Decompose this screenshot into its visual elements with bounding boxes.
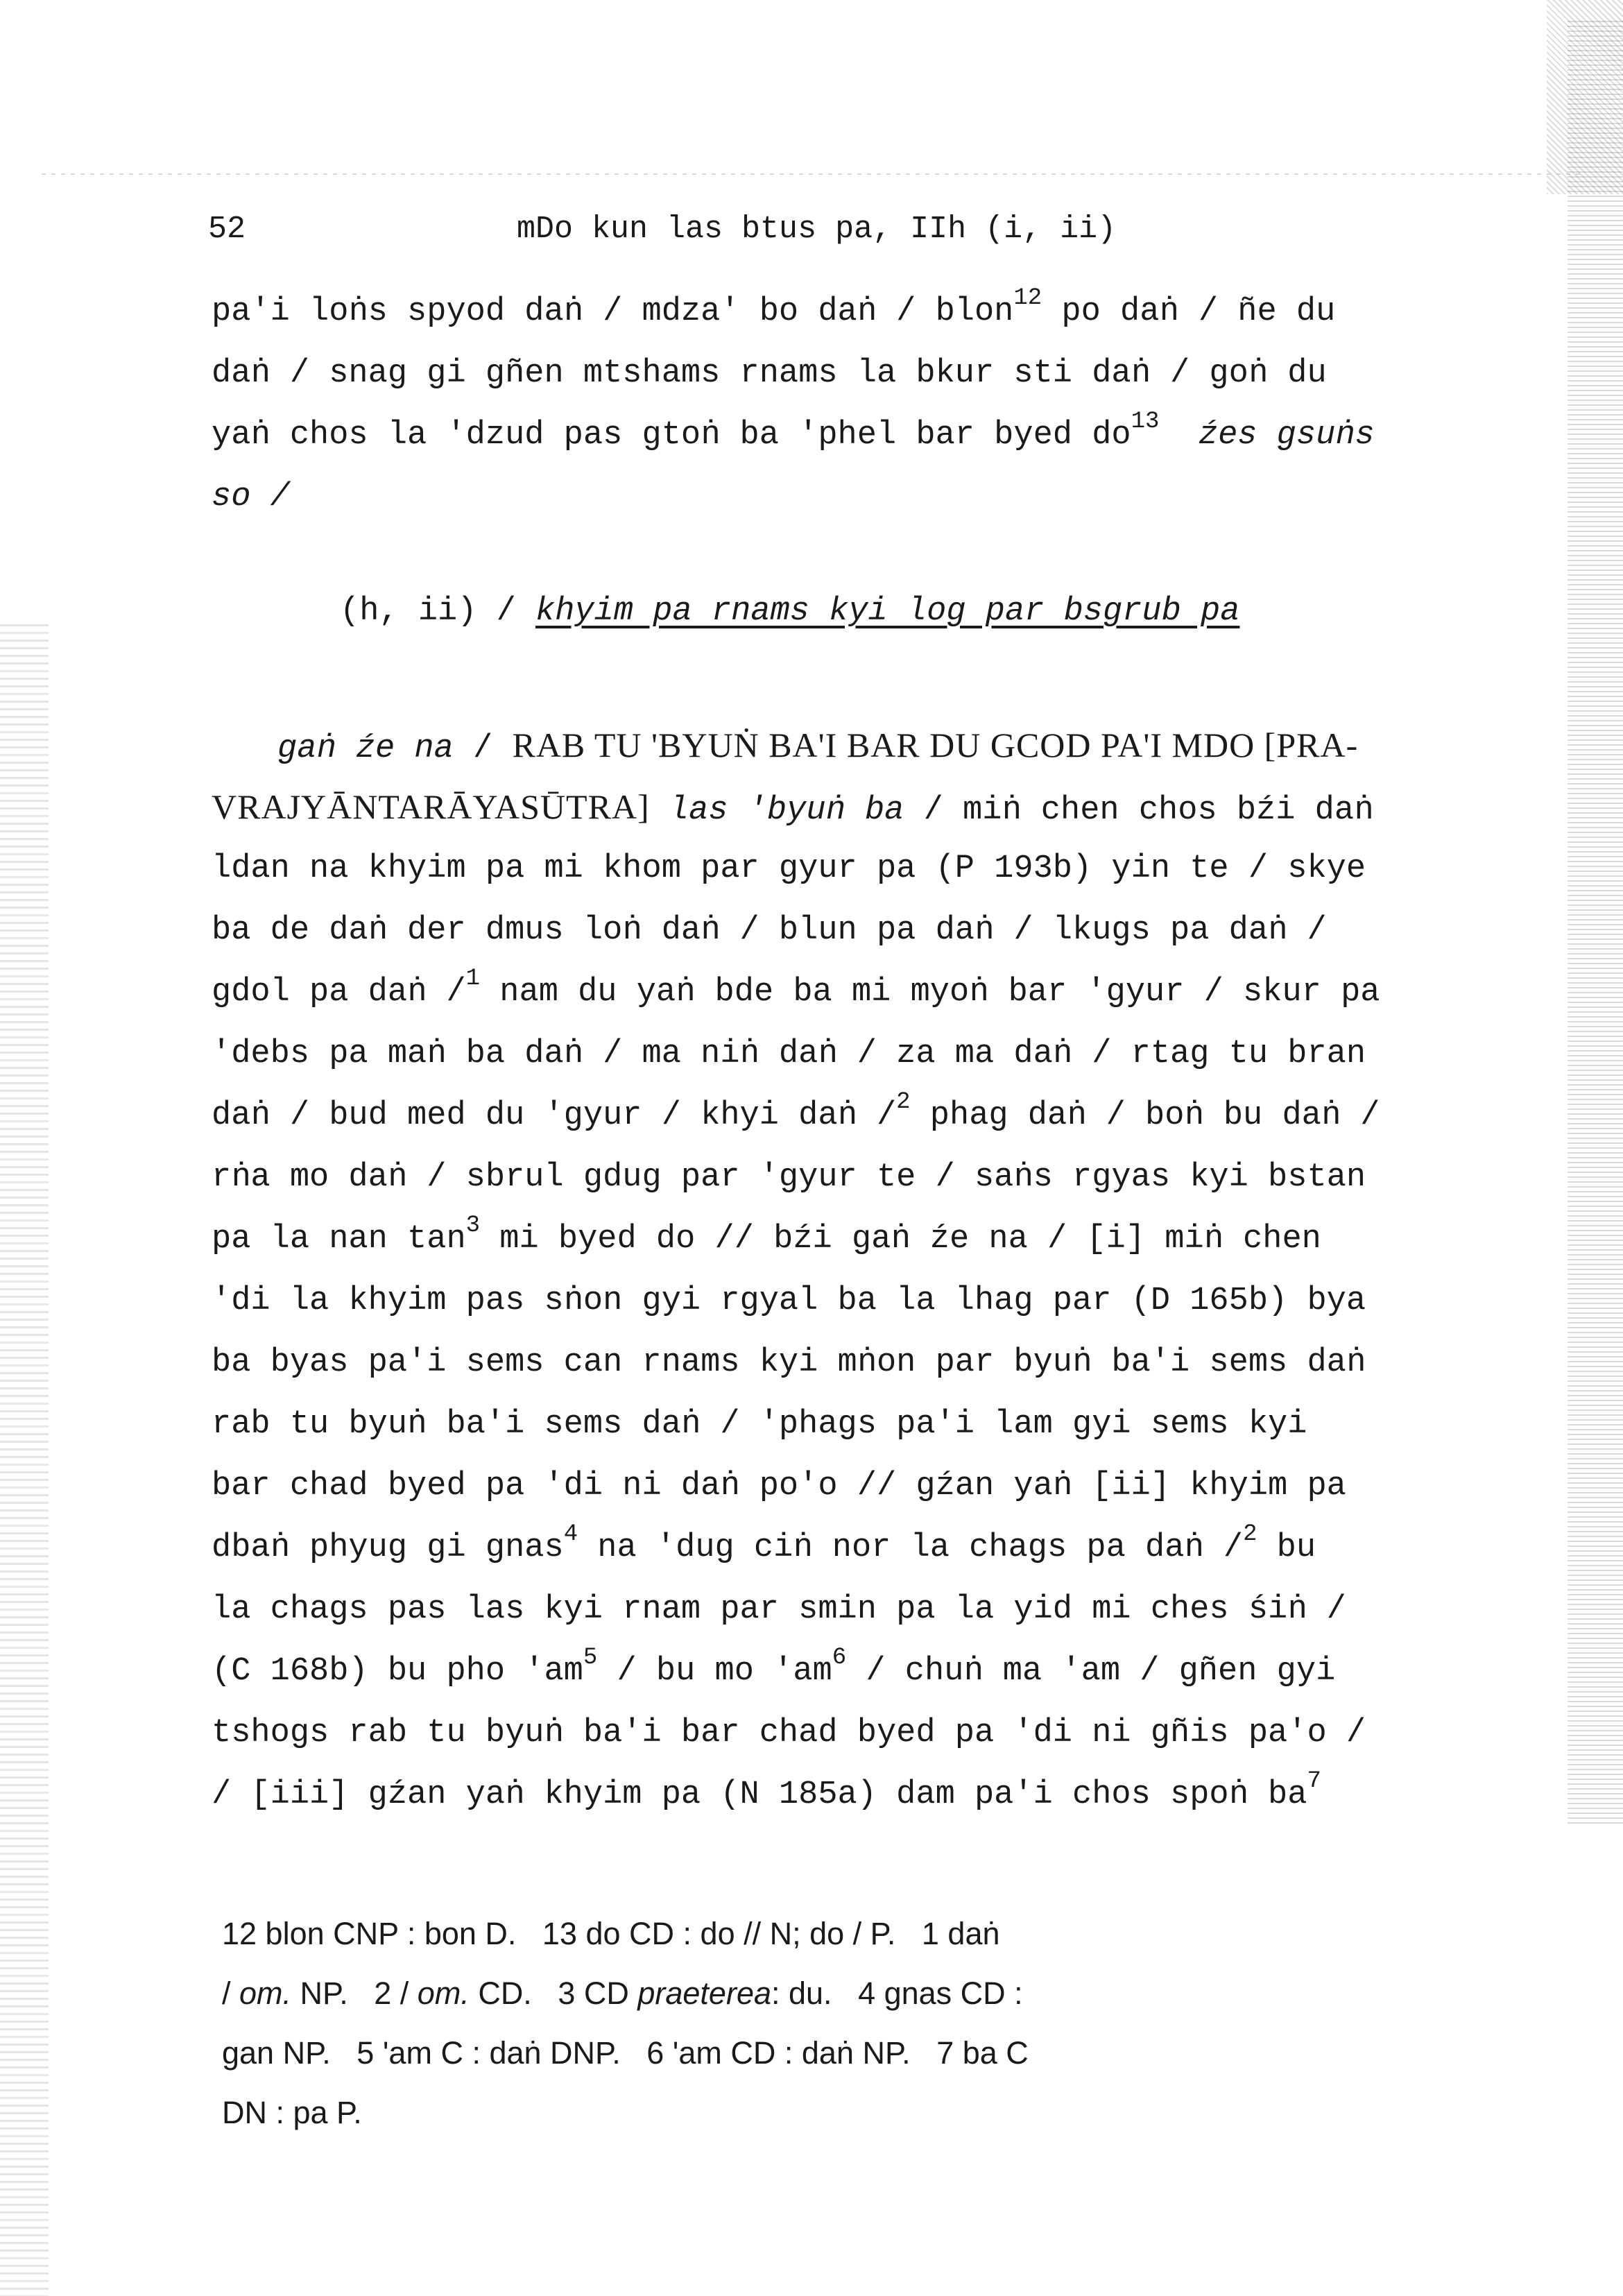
footnote-line: gan NP. 5 'am C : daṅ DNP. 6 'am CD : daṅ NP. 7 ba C bbox=[222, 2035, 1029, 2071]
text-line: ba de daṅ der dmus loṅ daṅ / blun pa daṅ / lkugs pa daṅ / bbox=[212, 912, 1327, 949]
text-line bbox=[212, 776, 1481, 838]
text-line bbox=[212, 404, 1481, 466]
footnote-line: 12 blon CNP : bon D. 13 do CD : do // N; do / P. 1 daṅ bbox=[222, 1916, 1000, 1951]
scan-artifact bbox=[42, 173, 1581, 175]
text-span: pa la nan tan bbox=[212, 1221, 466, 1258]
footnote-ref: 6 bbox=[832, 1645, 847, 1672]
text-line: 'debs pa maṅ ba daṅ / ma niṅ daṅ / za ma daṅ / rtag tu bran bbox=[212, 1036, 1366, 1072]
text-span: : du. 4 gnas CD : bbox=[771, 1976, 1023, 2011]
text-span: pa'i loṅs spyod daṅ / mdza' bo daṅ / blon bbox=[212, 293, 1014, 330]
text-line bbox=[212, 714, 1481, 776]
text-line bbox=[212, 1208, 1481, 1270]
footnote-line: DN : pa P. bbox=[222, 2095, 362, 2130]
text-line: la chags pas las kyi rnam par smin pa la yid mi ches śiṅ / bbox=[212, 1591, 1346, 1628]
text-line: bar chad byed pa 'di ni daṅ po'o // gźan yaṅ [ii] khyim pa bbox=[212, 1468, 1346, 1505]
footnote-ref: 12 bbox=[1013, 285, 1042, 312]
text-span: om. bbox=[417, 1976, 470, 2011]
text-line bbox=[212, 961, 1481, 1023]
section-heading bbox=[340, 593, 1239, 630]
page-number: 52 bbox=[208, 212, 246, 247]
section-number: (h, ii) / bbox=[340, 593, 536, 630]
text-line bbox=[212, 281, 1481, 343]
text-span: źes gsuṅs bbox=[1178, 417, 1375, 454]
footnote-ref: 1 bbox=[465, 966, 481, 993]
text-span: om. bbox=[239, 1976, 292, 2011]
page-header bbox=[208, 212, 1457, 253]
footnote-line bbox=[222, 1964, 1470, 2023]
text-line bbox=[212, 1640, 1481, 1702]
footnote-ref: 13 bbox=[1131, 409, 1160, 436]
footnote-ref: 2 bbox=[896, 1089, 911, 1116]
text-span: CD. 3 CD bbox=[469, 1976, 638, 2011]
footnote-ref: 5 bbox=[583, 1645, 598, 1672]
text-span: praeterea bbox=[637, 1976, 771, 2011]
footnote-ref: 2 bbox=[1243, 1521, 1257, 1548]
text-span: phag daṅ / boṅ bu daṅ / bbox=[910, 1097, 1380, 1134]
paragraph-1 bbox=[212, 281, 1481, 528]
text-span: bu bbox=[1257, 1530, 1316, 1566]
text-line bbox=[212, 1085, 1481, 1147]
text-span: gdol pa daṅ / bbox=[212, 974, 466, 1011]
section-title: khyim pa rnams kyi log par bsgrub pa bbox=[535, 593, 1240, 630]
text-span: / chuṅ ma 'am / gñen gyi bbox=[846, 1653, 1336, 1690]
text-span: / miṅ chen chos bźi daṅ bbox=[904, 792, 1374, 829]
scan-artifact bbox=[0, 624, 49, 2296]
text-span: / bbox=[222, 1976, 240, 2011]
text-span: nam du yaṅ bde ba mi myoṅ bar 'gyur / skur pa bbox=[480, 974, 1380, 1011]
text-span: mi byed do // bźi gaṅ źe na / [i] miṅ chen bbox=[480, 1221, 1321, 1258]
footnotes bbox=[222, 1904, 1470, 2143]
text-line: daṅ / snag gi gñen mtshams rnams la bkur sti daṅ / goṅ du bbox=[212, 355, 1327, 392]
footnote-ref: 4 bbox=[563, 1521, 578, 1548]
text-span: po daṅ / ñe du bbox=[1042, 293, 1336, 330]
text-span: yaṅ chos la 'dzud pas gtoṅ ba 'phel bar byed do bbox=[212, 417, 1131, 454]
text-span: gaṅ źe na bbox=[277, 730, 454, 767]
text-span: daṅ / bud med du 'gyur / khyi daṅ / bbox=[212, 1097, 897, 1134]
text-span: / [iii] gźan yaṅ khyim pa (N 185a) dam pa'i chos spoṅ ba bbox=[212, 1776, 1307, 1813]
text-line: ba byas pa'i sems can rnams kyi mṅon par byuṅ ba'i sems daṅ bbox=[212, 1344, 1366, 1381]
text-line: so / bbox=[212, 479, 290, 515]
text-line: 'di la khyim pas sṅon gyi rgyal ba la lhag par (D 165b) bya bbox=[212, 1283, 1366, 1319]
text-span: / bu mo 'am bbox=[597, 1653, 832, 1690]
text-line bbox=[212, 1764, 1481, 1826]
running-head: mDo kun las btus pa, IIh (i, ii) bbox=[517, 212, 1117, 247]
text-line: rab tu byuṅ ba'i sems daṅ / 'phags pa'i lam gyi sems kyi bbox=[212, 1406, 1307, 1443]
sutra-title: VRAJYĀNTARĀYASŪTRA] bbox=[212, 787, 650, 826]
text-line: ldan na khyim pa mi khom par gyur pa (P 193b) yin te / skye bbox=[212, 850, 1366, 887]
sutra-title: RAB TU 'BYUṄ BA'I BAR DU GCOD PA'I MDO [PRA- bbox=[512, 726, 1359, 764]
text-line bbox=[212, 1517, 1481, 1579]
text-line: rṅa mo daṅ / sbrul gdug par 'gyur te / saṅs rgyas kyi bstan bbox=[212, 1159, 1366, 1196]
text-span: dbaṅ phyug gi gnas bbox=[212, 1530, 564, 1566]
text-span: na 'dug ciṅ nor la chags pa daṅ / bbox=[578, 1530, 1244, 1566]
text-span: / bbox=[453, 730, 513, 767]
text-span: NP. 2 / bbox=[291, 1976, 418, 2011]
footnote-ref: 3 bbox=[465, 1213, 481, 1240]
footnote-ref: 7 bbox=[1307, 1768, 1321, 1795]
scan-artifact bbox=[1568, 21, 1623, 1824]
text-line: tshogs rab tu byuṅ ba'i bar chad byed pa 'di ni gñis pa'o / bbox=[212, 1715, 1366, 1751]
paragraph-2 bbox=[212, 714, 1481, 1826]
text-span: las 'byuṅ ba bbox=[649, 792, 904, 829]
text-span: (C 168b) bu pho 'am bbox=[212, 1653, 583, 1690]
